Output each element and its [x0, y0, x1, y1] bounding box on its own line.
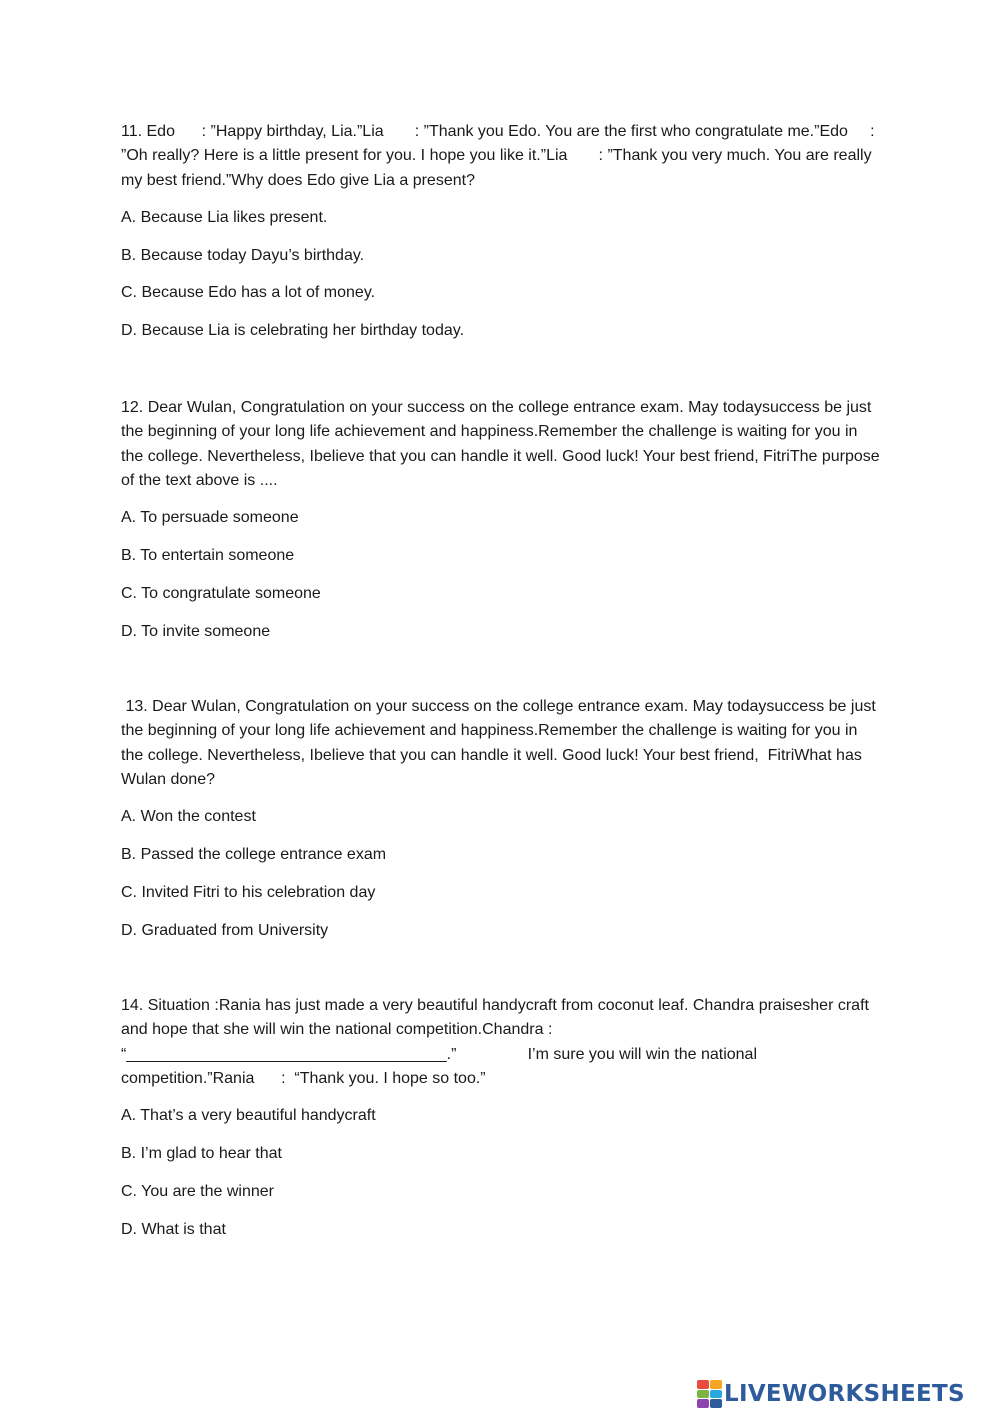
question-stem: 13. Dear Wulan, Congratulation on your success on the college entrance exam. May todaysuccess be just the beginning of your long life achievement and happiness.Remember the challenge is waiting for you in the college. Nevertheless, Ibelieve that you can handle it well. Good luck! Your best friend, FitriWhat has Wulan done? [121, 698, 881, 788]
answer-options [121, 805, 881, 942]
answer-option-d[interactable]: D. To invite someone [121, 622, 271, 640]
answer-options [121, 506, 881, 643]
answer-option-c[interactable]: C. To congratulate someone [121, 584, 321, 602]
logo-tile [710, 1390, 722, 1399]
answer-option-b[interactable]: B. Because today Dayu’s birthday. [121, 246, 365, 264]
answer-option-a[interactable]: A. Won the contest [121, 808, 256, 826]
answer-option-b[interactable]: B. I’m glad to hear that [121, 1144, 282, 1162]
answer-option-b[interactable]: B. Passed the college entrance exam [121, 845, 387, 863]
answer-option-b[interactable]: B. To entertain someone [121, 546, 295, 564]
liveworksheets-brand [697, 1378, 965, 1410]
question-14 [121, 994, 881, 1255]
question-11 [121, 120, 881, 357]
answer-option-c[interactable]: C. You are the winner [121, 1182, 274, 1200]
answer-option-a[interactable]: A. To persuade someone [121, 509, 299, 527]
liveworksheets-logo-icon [697, 1380, 722, 1408]
logo-tile [697, 1399, 709, 1408]
answer-option-a[interactable]: A. Because Lia likes present. [121, 208, 328, 226]
answer-option-a[interactable]: A. That’s a very beautiful handycraft [121, 1107, 376, 1125]
answer-option-d[interactable]: D. Graduated from University [121, 921, 329, 939]
answer-option-d[interactable]: D. What is that [121, 1220, 226, 1238]
answer-options [121, 1104, 881, 1241]
brand-wordmark: LIVEWORKSHEETS [724, 1381, 965, 1407]
logo-tile [710, 1399, 722, 1408]
answer-option-c[interactable]: C. Because Edo has a lot of money. [121, 284, 376, 302]
answer-option-d[interactable]: D. Because Lia is celebrating her birthday today. [121, 322, 465, 340]
logo-tile [697, 1380, 709, 1389]
question-12 [121, 396, 885, 657]
logo-tile [697, 1390, 709, 1399]
question-stem: 14. Situation :Rania has just made a very beautiful handycraft from coconut leaf. Chandra praisesher craft and hope that she will win the national competition.Chandra : “____________________________________.” I’m sure you will win the national competition.”Rania : “Thank you. I hope so too.” [121, 997, 869, 1087]
question-stem: 12. Dear Wulan, Congratulation on your success on the college entrance exam. May todaysuccess be just the beginning of your long life achievement and happiness.Remember the challenge is waiting for you in the college. Nevertheless, Ibelieve that you can handle it well. Good luck! Your best friend, FitriThe purpose of the text above is .... [121, 399, 885, 489]
answer-option-c[interactable]: C. Invited Fitri to his celebration day [121, 883, 376, 901]
logo-tile [710, 1380, 722, 1389]
question-13 [121, 695, 881, 956]
answer-options [121, 206, 881, 343]
question-stem: 11. Edo : ”Happy birthday, Lia.”Lia : ”Thank you Edo. You are the first who congratulate me.”Edo : ”Oh really? Here is a little present for you. I hope you like it.”Lia : ”Thank you very much. You are really my best friend.”Why does Edo give Lia a present? [121, 123, 880, 189]
